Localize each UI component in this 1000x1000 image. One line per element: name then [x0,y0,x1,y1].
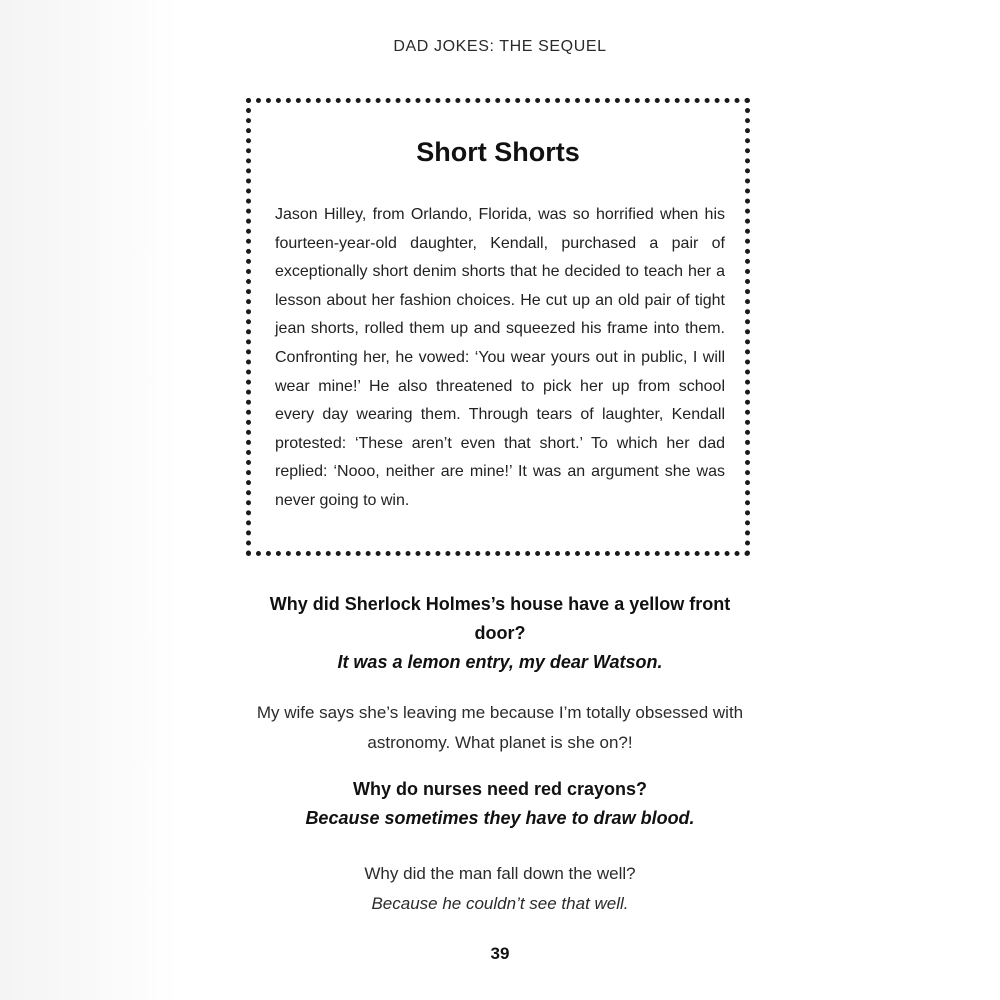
joke-item [250,698,750,758]
story-box [246,98,750,556]
joke-question: Why did the man fall down the well? [364,864,636,883]
page-number: 39 [490,944,510,963]
page-gutter-shadow [0,0,178,1000]
joke-answer: Because sometimes they have to draw blood. [305,808,695,828]
joke-item [250,590,750,677]
joke-answer: It was a lemon entry, my dear Watson. [337,652,663,672]
joke-text: My wife says she’s leaving me because I’m totally obsessed with astronomy. What planet is she on?! [256,703,744,752]
story-title: Short Shorts [416,137,580,167]
joke-answer: Because he couldn’t see that well. [371,894,629,913]
joke-list [250,590,750,919]
joke-question: Why did Sherlock Holmes’s house have a yellow front door? [269,594,731,643]
running-head: DAD JOKES: THE SEQUEL [393,38,607,55]
story-body: Jason Hilley, from Orlando, Florida, was so horrified when his fourteen-year-old daughter, Kendall, purchased a pair of exceptionally short denim shorts that he decided to teach her a lesson about her fashion choices. He cut up an old pair of tight jean shorts, rolled them up and squeezed his frame into them. Confronting her, he vowed: ‘You wear yours out in public, I will wear mine!’ He also threatened to pick her up from school every day wearing them. Through tears of laughter, Kendall protested: ‘These aren’t even that short.’ To which her dad replied: ‘Nooo, neither are mine!’ It was an argument she was never going to win. [275,206,725,509]
joke-item [250,859,750,919]
joke-question: Why do nurses need red crayons? [352,779,648,799]
joke-item [250,775,750,833]
